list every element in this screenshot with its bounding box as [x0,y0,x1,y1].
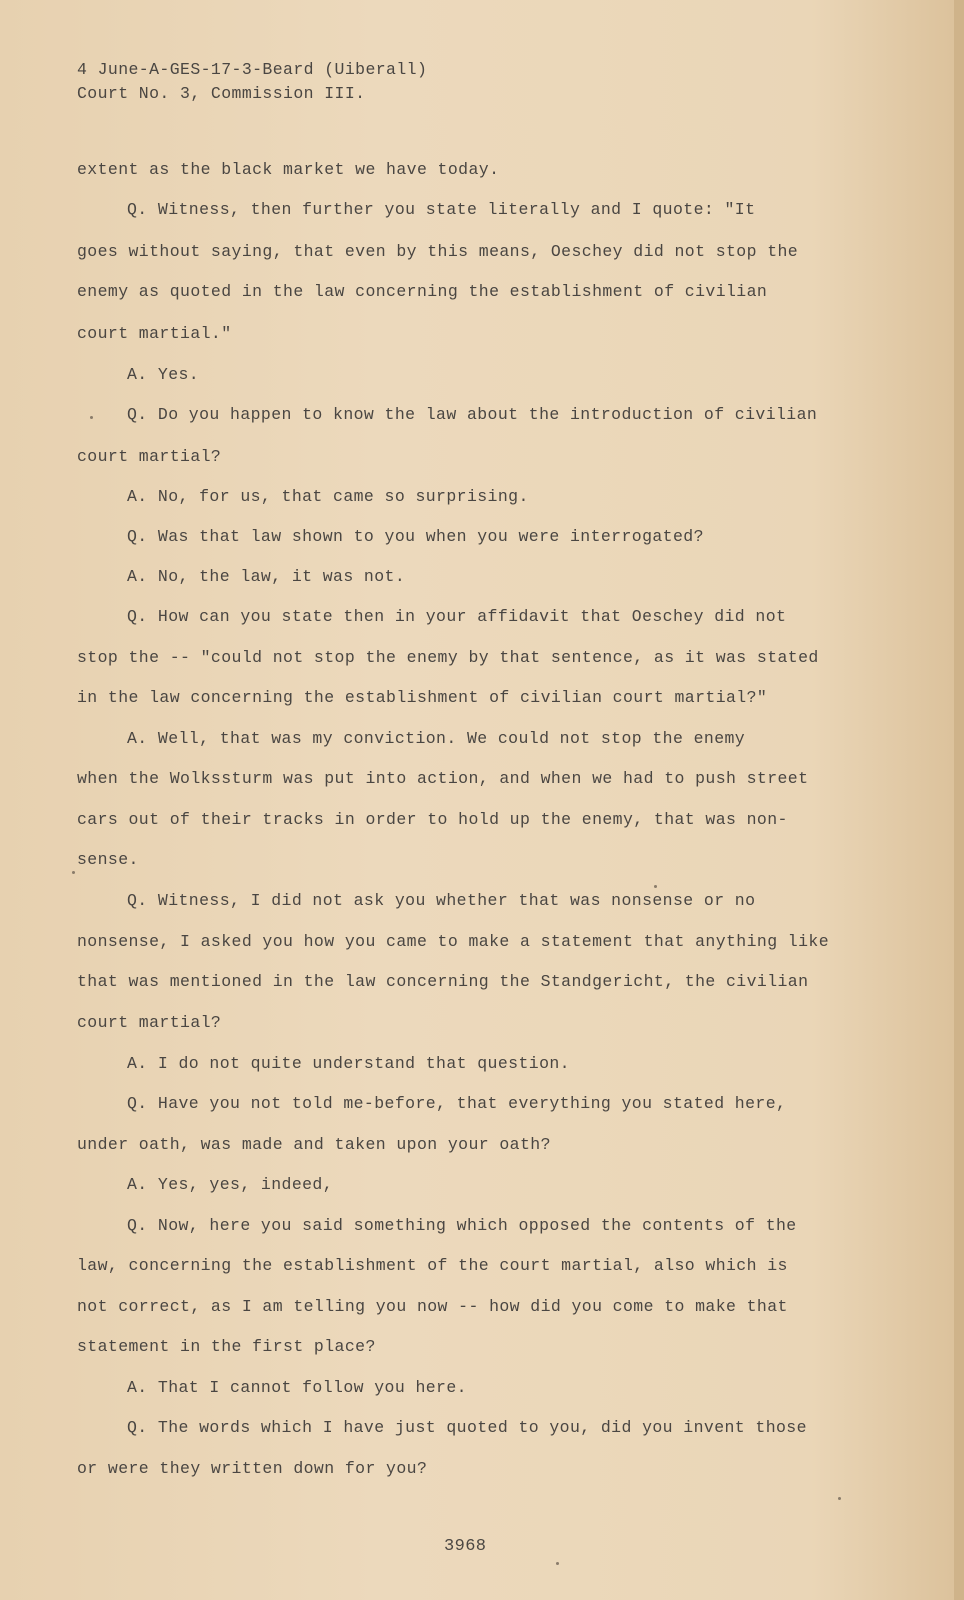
page-number: 3968 [444,1537,487,1556]
transcript-line: Q. Was that law shown to you when you were interrogated? [127,527,704,546]
document-header [77,58,427,106]
transcript-line: A. Well, that was my conviction. We could not stop the enemy [127,729,746,748]
transcript-line: enemy as quoted in the law concerning the establishment of civilian [77,282,768,301]
transcript-line: law, concerning the establishment of the court martial, also which is [77,1256,788,1275]
transcript-line: or were they written down for you? [77,1459,428,1478]
transcript-line: Q. Witness, then further you state literally and I quote: "It [127,200,756,219]
transcript-line: when the Wolkssturm was put into action, and when we had to push street [77,769,809,788]
paper-speck [90,416,93,419]
transcript-line: Q. How can you state then in your affidavit that Oeschey did not [127,607,787,626]
transcript-line: court martial? [77,447,222,466]
transcript-line: Q. Have you not told me-before, that everything you stated here, [127,1094,787,1113]
header-session-line: 4 June-A-GES-17-3-Beard (Uiberall) [77,60,428,79]
paper-speck [654,885,657,888]
transcript-line: A. No, for us, that came so surprising. [127,487,529,506]
transcript-line: goes without saying, that even by this means, Oeschey did not stop the [77,242,799,261]
transcript-line: statement in the first place? [77,1337,376,1356]
transcript-line: not correct, as I am telling you now -- how did you come to make that [77,1297,788,1316]
transcript-line: sense. [77,850,139,869]
transcript-line: nonsense, I asked you how you came to make a statement that anything like [77,932,830,951]
transcript-line: Q. Witness, I did not ask you whether that was nonsense or no [127,891,756,910]
paper-speck [838,1497,841,1500]
transcript-line: Q. Do you happen to know the law about the introduction of civilian [127,405,818,424]
transcript-line: stop the -- "could not stop the enemy by that sentence, as it was stated [77,648,819,667]
transcript-line: Q. Now, here you said something which opposed the contents of the [127,1216,797,1235]
transcript-line: cars out of their tracks in order to hold up the enemy, that was non- [77,810,788,829]
transcript-line: court martial." [77,324,232,343]
paper-speck [556,1562,559,1565]
transcript-line: A. Yes, yes, indeed, [127,1175,334,1194]
transcript-line: extent as the black market we have today. [77,160,500,179]
transcript-line: Q. The words which I have just quoted to you, did you invent those [127,1418,807,1437]
paper-speck [72,871,75,874]
transcript-line: A. That I cannot follow you here. [127,1378,467,1397]
header-court-line: Court No. 3, Commission III. [77,84,366,103]
transcript-line: A. No, the law, it was not. [127,567,406,586]
transcript-line: court martial? [77,1013,222,1032]
transcript-line: that was mentioned in the law concerning the Standgericht, the civilian [77,972,809,991]
transcript-line: in the law concerning the establishment of civilian court martial?" [77,688,768,707]
transcript-line: A. I do not quite understand that question. [127,1054,570,1073]
transcript-line: A. Yes. [127,365,200,384]
transcript-line: under oath, was made and taken upon your oath? [77,1135,551,1154]
